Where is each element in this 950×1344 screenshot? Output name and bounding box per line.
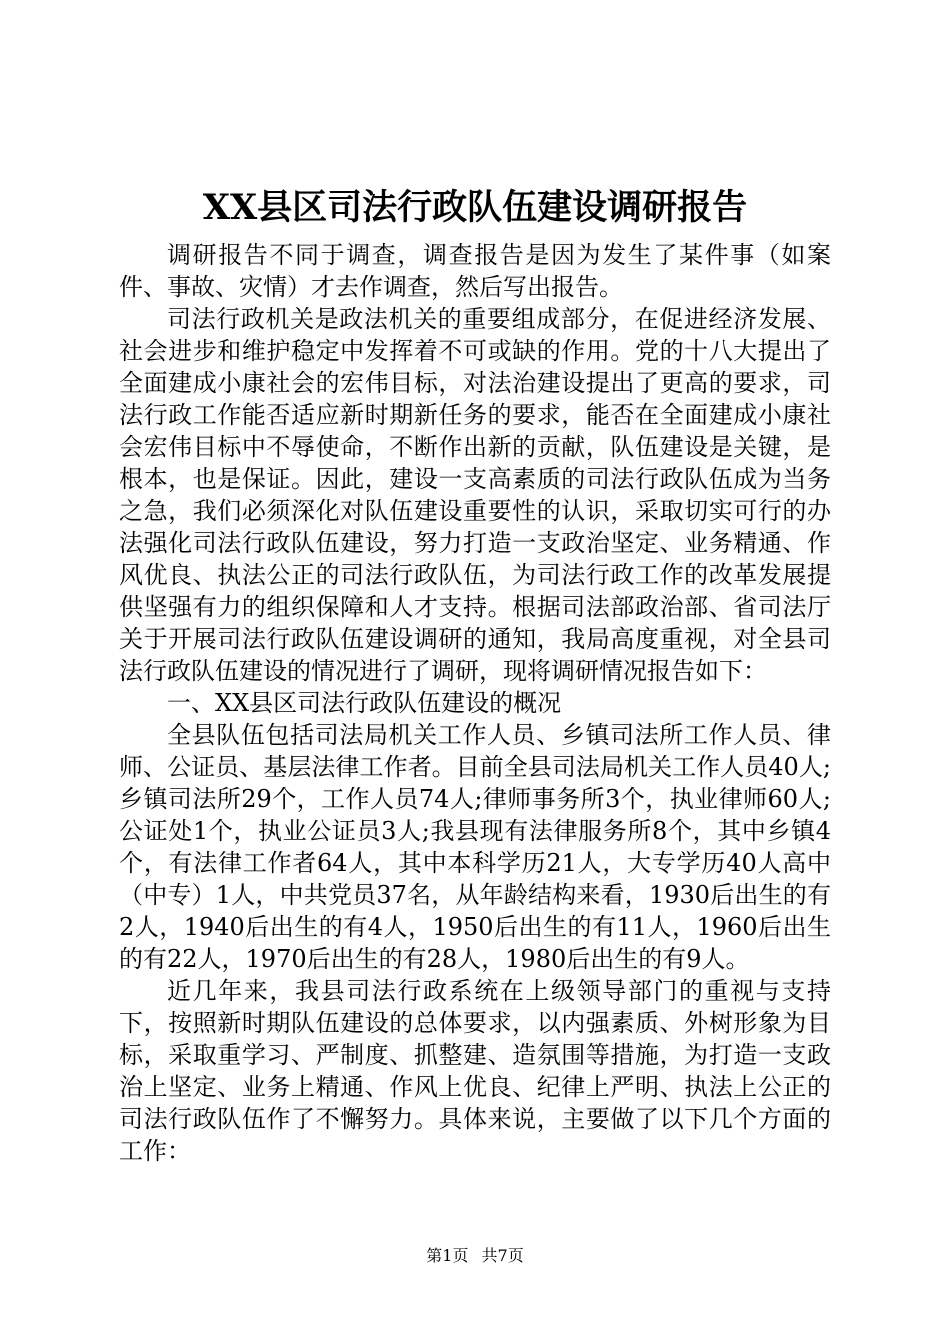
section-heading-overview: 一、XX县区司法行政队伍建设的概况 [167,689,562,717]
page-footer [0,1245,950,1267]
page-total: 共7页 [481,1246,524,1265]
page-number: 第1页 [426,1246,469,1265]
paragraph-intro: 调研报告不同于调查，调查报告是因为发生了某件事（如案件、事故、灾情）才去作调查，然后写出报告。 [119,241,831,301]
paragraph-recent-work: 近几年来，我县司法行政系统在上级领导部门的重视与支持下，按照新时期队伍建设的总体要求，以内强素质、外树形象为目标，采取重学习、严制度、抓整建、造氛围等措施，为打造一支政治上坚定、业务上精通、作风上优良、纪律上严明、执法上公正的司法行政队伍作了不懈努力。具体来说，主要做了以下几个方面的工作： [119,977,831,1165]
document-title: XX县区司法行政队伍建设调研报告 [202,187,748,228]
document-body [119,239,831,1167]
paragraph-background: 司法行政机关是政法机关的重要组成部分，在促进经济发展、社会进步和维护稳定中发挥着不可或缺的作用。党的十八大提出了全面建成小康社会的宏伟目标，对法治建设提出了更高的要求，司法行政工作能否适应新时期新任务的要求，能否在全面建成小康社会宏伟目标中不辱使命，不断作出新的贡献，队伍建设是关键，是根本，也是保证。因此，建设一支高素质的司法行政队伍成为当务之急，我们必须深化对队伍建设重要性的认识，采取切实可行的办法强化司法行政队伍建设，努力打造一支政治坚定、业务精通、作风优良、执法公正的司法行政队伍，为司法行政工作的改革发展提供坚强有力的组织保障和人才支持。根据司法部政治部、省司法厅关于开展司法行政队伍建设调研的通知，我局高度重视，对全县司法行政队伍建设的情况进行了调研，现将调研情况报告如下： [119,305,831,685]
paragraph-staffing: 全县队伍包括司法局机关工作人员、乡镇司法所工作人员、律师、公证员、基层法律工作者。目前全县司法局机关工作人员40人;乡镇司法所29个，工作人员74人;律师事务所3个，执业律师60人;公证处1个，执业公证员3人;我县现有法律服务所8个，其中乡镇4个，有法律工作者64人，其中本科学历21人，大专学历40人高中（中专）1人，中共党员37名，从年龄结构来看，1930后出生的有2人，1940后出生的有4人，1950后出生的有11人，1960后出生的有22人，1970后出生的有28人，1980后出生的有9人。 [119,721,831,973]
